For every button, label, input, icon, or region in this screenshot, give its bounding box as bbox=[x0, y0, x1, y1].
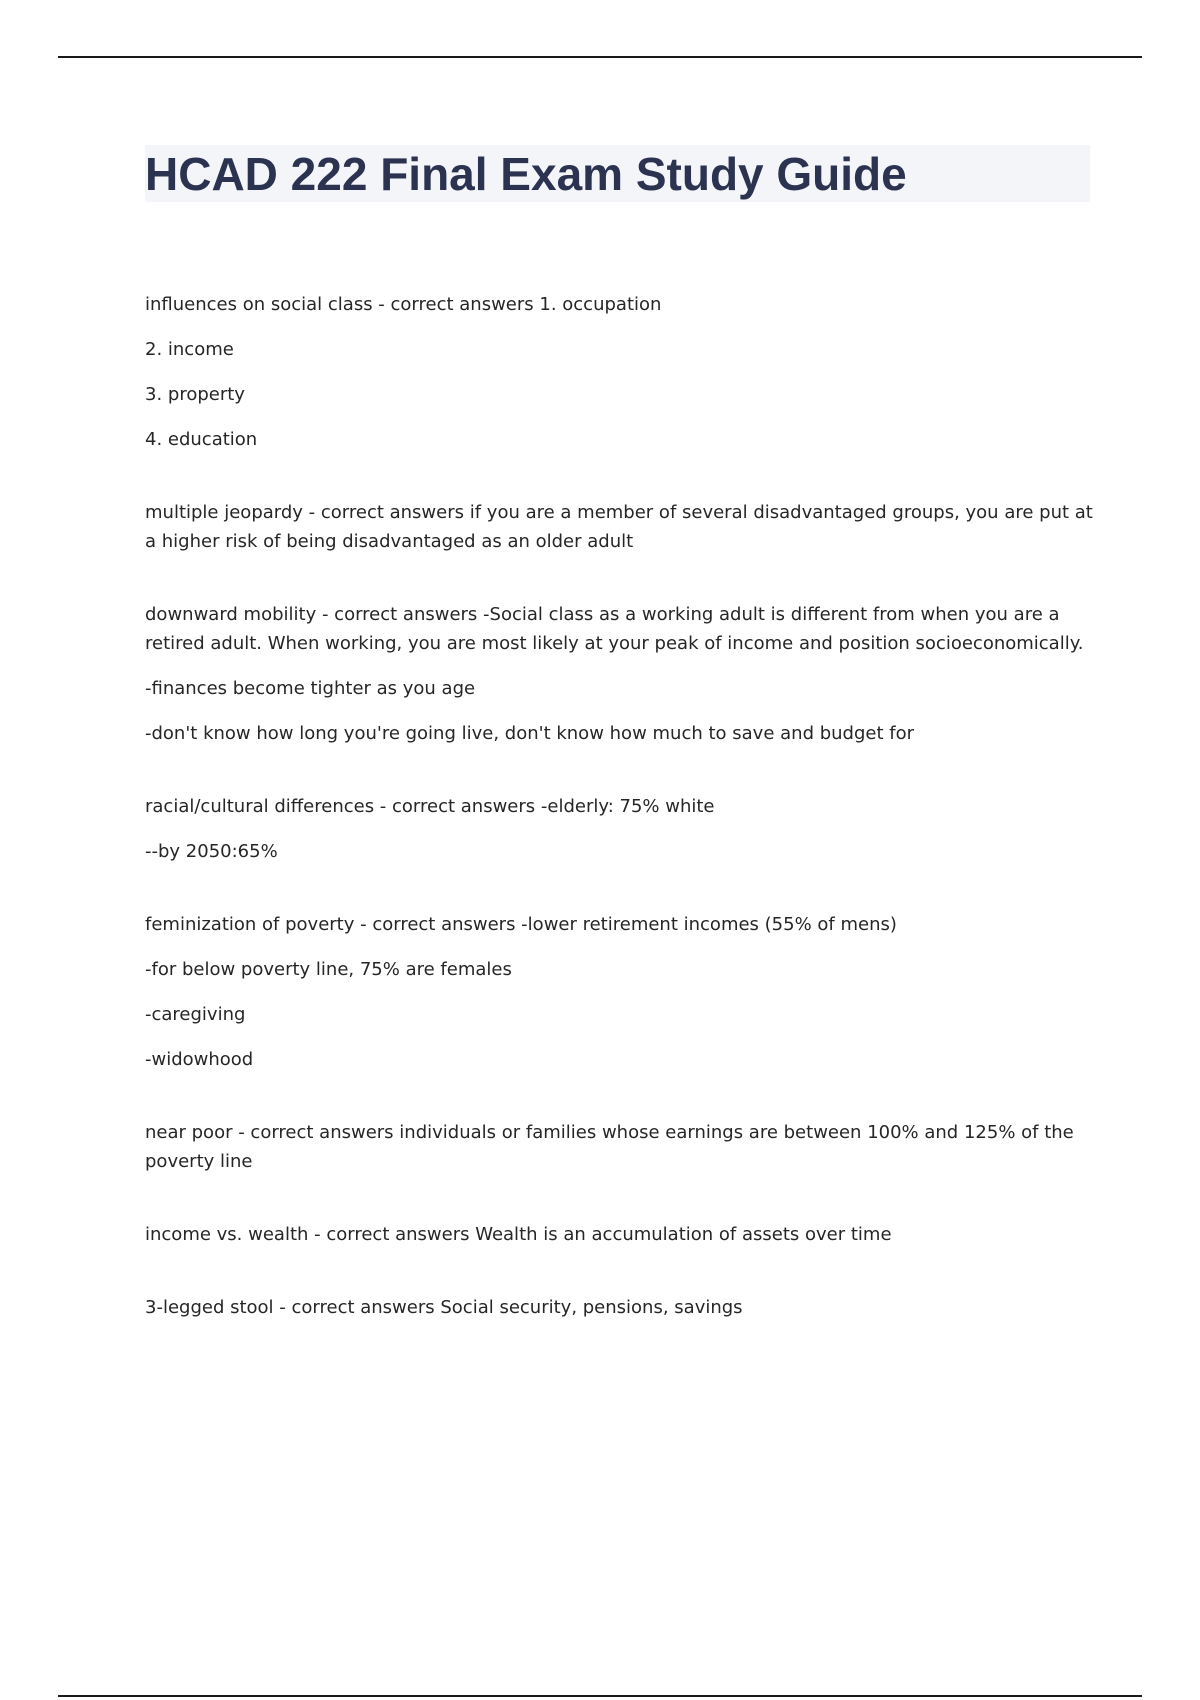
entry-feminization-of-poverty bbox=[145, 910, 1095, 1074]
page-title: HCAD 222 Final Exam Study Guide bbox=[145, 148, 907, 200]
entry-influences-on-social-class bbox=[145, 290, 1095, 454]
entry-line: 4. education bbox=[145, 429, 258, 450]
entry-line: -don't know how long you're going live, don't know how much to save and budget for bbox=[145, 723, 914, 744]
entry-line: 3-legged stool - correct answers Social security, pensions, savings bbox=[145, 1297, 743, 1318]
entry-line: influences on social class - correct answers 1. occupation bbox=[145, 294, 662, 315]
entry-line: multiple jeopardy - correct answers if you are a member of several disadvantaged groups, you are put at a higher risk of being disadvantaged as an older adult bbox=[145, 502, 1093, 552]
entry-downward-mobility bbox=[145, 600, 1095, 748]
entry-line: income vs. wealth - correct answers Wealth is an accumulation of assets over time bbox=[145, 1224, 892, 1245]
entry-line: -finances become tighter as you age bbox=[145, 678, 476, 699]
top-rule bbox=[58, 56, 1142, 58]
entry-near-poor bbox=[145, 1118, 1095, 1176]
entry-line: -caregiving bbox=[145, 1004, 246, 1025]
entry-line: -widowhood bbox=[145, 1049, 254, 1070]
entry-line: downward mobility - correct answers -Social class as a working adult is different from when you are a retired adult. When working, you are most likely at your peak of income and position socioeconomically. bbox=[145, 604, 1084, 654]
entry-multiple-jeopardy bbox=[145, 498, 1095, 556]
entry-line: near poor - correct answers individuals or families whose earnings are between 100% and 125% of the poverty line bbox=[145, 1122, 1074, 1172]
entry-line: feminization of poverty - correct answers -lower retirement incomes (55% of mens) bbox=[145, 914, 897, 935]
entry-line: 2. income bbox=[145, 339, 234, 360]
entry-line: 3. property bbox=[145, 384, 245, 405]
entry-3-legged-stool bbox=[145, 1293, 1095, 1322]
entry-line: --by 2050:65% bbox=[145, 841, 278, 862]
study-guide-content bbox=[145, 290, 1095, 1366]
entry-line: -for below poverty line, 75% are females bbox=[145, 959, 512, 980]
entry-line: racial/cultural differences - correct answers -elderly: 75% white bbox=[145, 796, 715, 817]
entry-racial-cultural-differences bbox=[145, 792, 1095, 866]
entry-income-vs-wealth bbox=[145, 1220, 1095, 1249]
bottom-rule bbox=[58, 1695, 1142, 1697]
